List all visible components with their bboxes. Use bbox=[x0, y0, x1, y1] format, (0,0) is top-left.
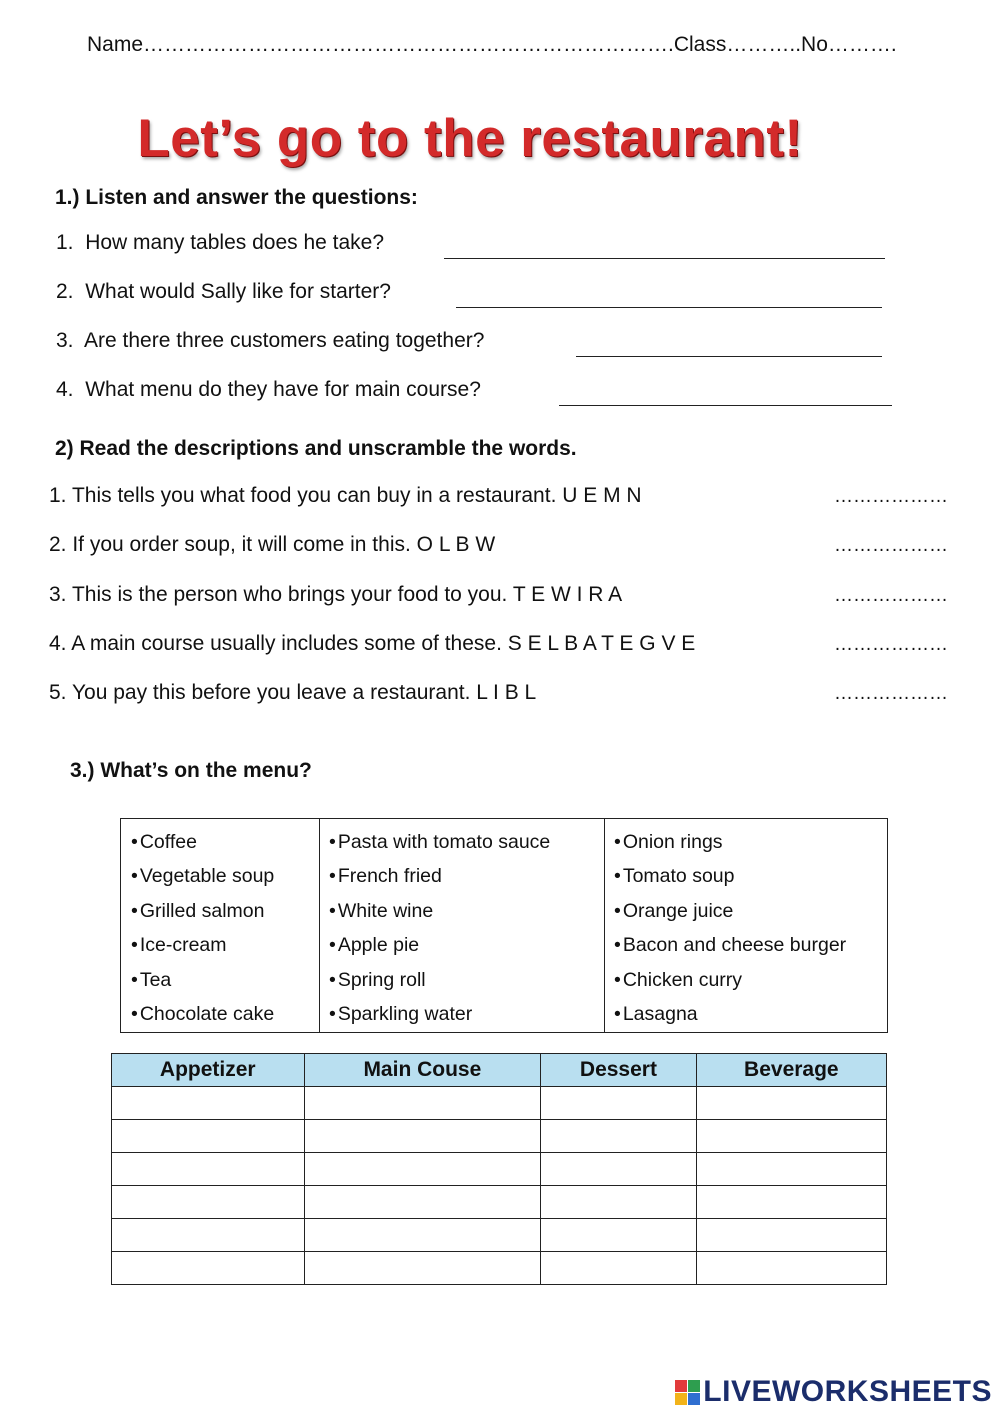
answer-blank-2[interactable] bbox=[456, 287, 882, 308]
unscramble-answer-5[interactable]: ……………… bbox=[834, 683, 948, 704]
menu-item[interactable]: • French fried bbox=[329, 865, 442, 888]
menu-item[interactable]: • Lasagna bbox=[614, 1002, 698, 1025]
header-dessert: Dessert bbox=[541, 1054, 696, 1087]
unscramble-answer-2[interactable]: ……………… bbox=[834, 535, 948, 556]
table-cell[interactable] bbox=[304, 1219, 541, 1252]
table-cell[interactable] bbox=[696, 1186, 886, 1219]
question-1 bbox=[56, 231, 384, 255]
bullet-icon: • bbox=[131, 968, 138, 991]
table-cell[interactable] bbox=[696, 1219, 886, 1252]
section3-heading: 3.) What’s on the menu? bbox=[70, 759, 312, 782]
question-2 bbox=[56, 280, 391, 304]
logo-square bbox=[675, 1393, 687, 1405]
bullet-icon: • bbox=[614, 968, 621, 991]
question-number: 2. bbox=[56, 280, 74, 303]
unscramble-item-4: 4. A main course usually includes some of these. S E L B A T E G V E bbox=[49, 632, 696, 655]
liveworksheets-logo-icon bbox=[675, 1380, 700, 1405]
table-row bbox=[112, 1120, 887, 1153]
unscramble-answer-3[interactable]: ……………… bbox=[834, 585, 948, 606]
menu-column-2 bbox=[319, 819, 605, 1032]
bullet-icon: • bbox=[614, 1002, 621, 1025]
menu-item[interactable]: • Chocolate cake bbox=[131, 1002, 275, 1025]
table-cell[interactable] bbox=[696, 1120, 886, 1153]
menu-item[interactable]: • Vegetable soup bbox=[131, 865, 275, 888]
bullet-icon: • bbox=[131, 1002, 138, 1025]
bullet-icon: • bbox=[329, 968, 336, 991]
question-text: Are there three customers eating together? bbox=[84, 329, 485, 352]
table-cell[interactable] bbox=[112, 1153, 305, 1186]
bullet-icon: • bbox=[329, 831, 336, 853]
header-main-course: Main Couse bbox=[304, 1054, 541, 1087]
menu-box bbox=[120, 818, 888, 1033]
table-cell[interactable] bbox=[541, 1153, 696, 1186]
menu-item[interactable]: • Tea bbox=[131, 968, 172, 991]
header-beverage: Beverage bbox=[696, 1054, 886, 1087]
liveworksheets-brand bbox=[675, 1375, 992, 1409]
table-cell[interactable] bbox=[112, 1186, 305, 1219]
category-answer-table bbox=[111, 1053, 887, 1285]
bullet-icon: • bbox=[329, 865, 336, 888]
question-text: What would Sally like for starter? bbox=[85, 280, 391, 303]
bullet-icon: • bbox=[329, 934, 336, 957]
table-cell[interactable] bbox=[541, 1087, 696, 1120]
table-cell[interactable] bbox=[304, 1186, 541, 1219]
logo-square bbox=[688, 1393, 700, 1405]
name-class-number-line: Name………………………………………………………………….Class………..No………. bbox=[87, 33, 897, 56]
bullet-icon: • bbox=[614, 831, 621, 853]
question-text: What menu do they have for main course? bbox=[85, 378, 481, 401]
table-cell[interactable] bbox=[304, 1087, 541, 1120]
logo-square bbox=[688, 1380, 700, 1392]
unscramble-answer-1[interactable]: ……………… bbox=[834, 486, 948, 507]
table-cell[interactable] bbox=[696, 1087, 886, 1120]
bullet-icon: • bbox=[614, 865, 621, 888]
menu-item[interactable]: • Bacon and cheese burger bbox=[614, 934, 847, 957]
question-text: How many tables does he take? bbox=[85, 231, 385, 254]
header-appetizer: Appetizer bbox=[112, 1054, 305, 1087]
table-row bbox=[112, 1252, 887, 1285]
menu-column-3 bbox=[604, 819, 887, 1032]
question-3 bbox=[56, 329, 484, 353]
menu-item[interactable]: • Tomato soup bbox=[614, 865, 735, 888]
menu-item[interactable]: • Apple pie bbox=[329, 934, 420, 957]
table-cell[interactable] bbox=[112, 1120, 305, 1153]
menu-item[interactable]: • Onion rings bbox=[614, 831, 723, 853]
table-cell[interactable] bbox=[696, 1153, 886, 1186]
question-number: 1. bbox=[56, 231, 74, 254]
unscramble-item-2: 2. If you order soup, it will come in this. O L B W bbox=[49, 533, 496, 556]
table-cell[interactable] bbox=[112, 1087, 305, 1120]
answer-blank-4[interactable] bbox=[559, 385, 892, 406]
bullet-icon: • bbox=[329, 899, 336, 922]
table-cell[interactable] bbox=[304, 1252, 541, 1285]
menu-item[interactable]: • Chicken curry bbox=[614, 968, 743, 991]
table-row bbox=[112, 1087, 887, 1120]
menu-item[interactable]: • Coffee bbox=[131, 831, 197, 853]
menu-item[interactable]: • Grilled salmon bbox=[131, 899, 265, 922]
question-number: 4. bbox=[56, 378, 74, 401]
table-cell[interactable] bbox=[304, 1153, 541, 1186]
unscramble-item-1: 1. This tells you what food you can buy in a restaurant. U E M N bbox=[49, 484, 642, 507]
bullet-icon: • bbox=[131, 865, 138, 888]
table-row bbox=[112, 1153, 887, 1186]
bullet-icon: • bbox=[614, 899, 621, 922]
menu-column-1 bbox=[121, 819, 320, 1032]
question-number: 3. bbox=[56, 329, 74, 352]
menu-item[interactable]: • Pasta with tomato sauce bbox=[329, 831, 551, 853]
menu-item[interactable]: • White wine bbox=[329, 899, 434, 922]
menu-item[interactable]: • Spring roll bbox=[329, 968, 426, 991]
table-cell[interactable] bbox=[541, 1120, 696, 1153]
unscramble-answer-4[interactable]: ……………… bbox=[834, 634, 948, 655]
answer-blank-3[interactable] bbox=[576, 336, 882, 357]
table-cell[interactable] bbox=[541, 1219, 696, 1252]
section1-heading: 1.) Listen and answer the questions: bbox=[55, 186, 418, 209]
bullet-icon: • bbox=[329, 1002, 336, 1025]
table-cell[interactable] bbox=[304, 1120, 541, 1153]
unscramble-item-3: 3. This is the person who brings your food to you. T E W I R A bbox=[49, 583, 623, 606]
table-cell[interactable] bbox=[696, 1252, 886, 1285]
page-title: Let’s go to the restaurant! bbox=[137, 109, 803, 168]
table-cell[interactable] bbox=[112, 1252, 305, 1285]
unscramble-item-5: 5. You pay this before you leave a restaurant. L I B L bbox=[49, 681, 537, 704]
table-cell[interactable] bbox=[541, 1252, 696, 1285]
menu-item[interactable]: • Sparkling water bbox=[329, 1002, 473, 1025]
bullet-icon: • bbox=[131, 831, 138, 853]
section2-heading: 2) Read the descriptions and unscramble the words. bbox=[55, 437, 577, 460]
bullet-icon: • bbox=[131, 899, 138, 922]
bullet-icon: • bbox=[614, 934, 621, 957]
table-cell[interactable] bbox=[541, 1186, 696, 1219]
table-row bbox=[112, 1186, 887, 1219]
table-cell[interactable] bbox=[112, 1219, 305, 1252]
logo-square bbox=[675, 1380, 687, 1392]
table-row bbox=[112, 1219, 887, 1252]
question-4 bbox=[56, 378, 481, 402]
menu-item[interactable]: • Ice-cream bbox=[131, 934, 227, 957]
bullet-icon: • bbox=[131, 934, 138, 957]
menu-item[interactable]: • Orange juice bbox=[614, 899, 734, 922]
table-header-row bbox=[112, 1054, 887, 1087]
brand-name: LIVEWORKSHEETS bbox=[703, 1375, 992, 1408]
answer-blank-1[interactable] bbox=[444, 238, 885, 259]
